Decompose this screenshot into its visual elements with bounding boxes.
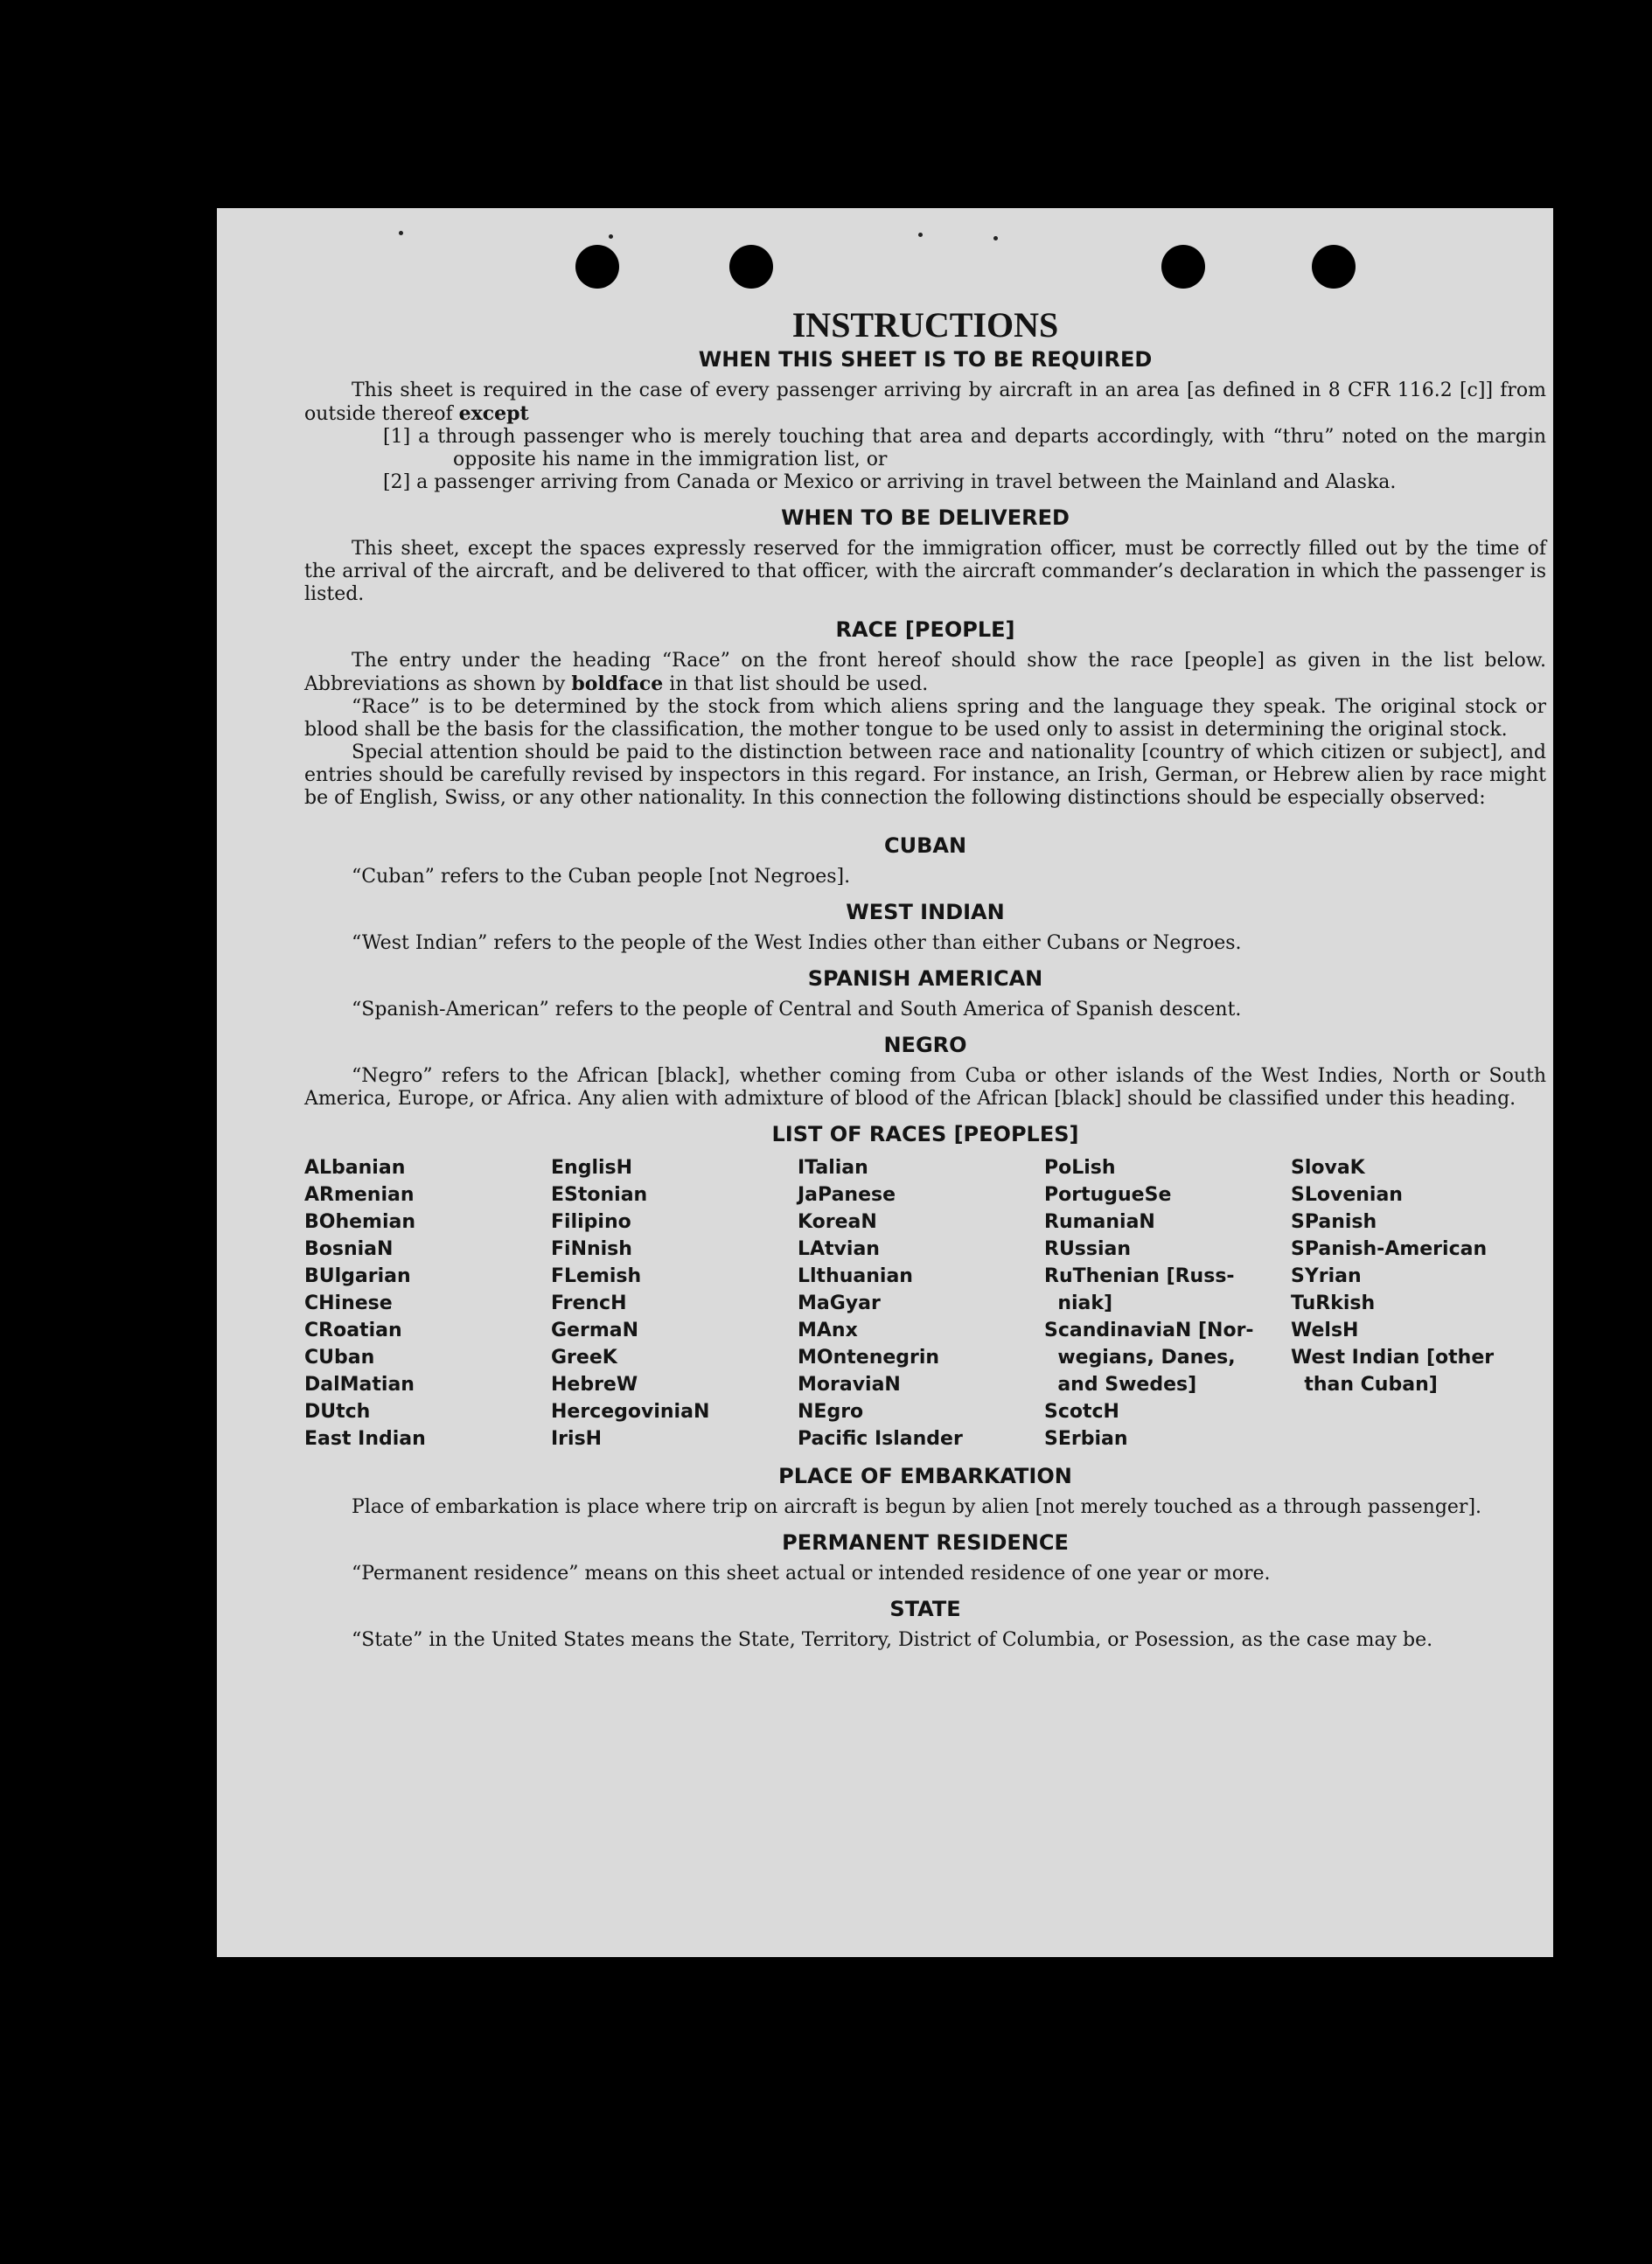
race-entry: WelsH [1291, 1320, 1359, 1341]
race-entry: HebreW [551, 1374, 638, 1396]
race-entry: MOntenegrin [798, 1347, 940, 1369]
west-indian-text: “West Indian” refers to the people of the West Indies other than either Cubans or Negroes. [352, 932, 1242, 954]
race-paragraph-3: Special attention should be paid to the distinction between race and nationality [country of which citizen or subject], and entries should be carefully revised by inspectors in this regard. For instance, an Irish, German, or Hebrew alien by race might be of English, Swiss, or any other nationality. In this connection the following distinctions should be especially observed: [304, 742, 1546, 809]
heading-race: RACE [PEOPLE] [835, 617, 1015, 642]
race-entry: EnglisH [551, 1157, 633, 1179]
when-required-item-2: [2] a passenger arriving from Canada or Mexico or arriving in travel between the Mainland and Alaska. [383, 471, 1397, 493]
race-entry: CUban [304, 1347, 375, 1369]
race-entry: ALbanian [304, 1157, 406, 1179]
race-paragraph-2: “Race” is to be determined by the stock from which aliens spring and the language they speak. The original stock or blood shall be the basis for the classification, the mother tongue to be used only to assist in determining the original stock. [304, 696, 1546, 741]
race-entry: SPanish-American [1291, 1238, 1488, 1260]
race-entry: HercegoviniaN [551, 1401, 710, 1423]
race-entry: LAtvian [798, 1238, 880, 1260]
when-required-intro-text: This sheet is required in the case of every passenger arriving by aircraft in an area [as defined in 8 CFR 116.2 [c]] from outside thereof [304, 380, 1546, 425]
race-entry: SErbian [1044, 1428, 1128, 1450]
race-entry: DUtch [304, 1401, 371, 1423]
race-entry: ITalian [798, 1157, 868, 1179]
race-entry: Pacific Islander [798, 1428, 963, 1450]
race-entry: than Cuban] [1291, 1374, 1438, 1396]
heading-permanent-residence: PERMANENT RESIDENCE [782, 1530, 1069, 1555]
page-title: INSTRUCTIONS [791, 305, 1059, 345]
embarkation-text: Place of embarkation is place where trip on aircraft is begun by alien [not merely touched as a through passenger]. [352, 1496, 1482, 1518]
race-entry: CHinese [304, 1292, 393, 1314]
race-entry: PortugueSe [1044, 1184, 1172, 1206]
paper-speck [609, 234, 613, 239]
paper-speck [918, 233, 923, 237]
races-column [304, 1154, 551, 1452]
race-entry: EStonian [551, 1184, 648, 1206]
heading-when-required: WHEN THIS SHEET IS TO BE REQUIRED [698, 347, 1153, 372]
race-entry: GermaN [551, 1320, 639, 1341]
heading-west-indian: WEST INDIAN [846, 900, 1005, 924]
race-entry: GreeK [551, 1347, 617, 1369]
race-entry: PoLish [1044, 1157, 1116, 1179]
state-text: “State” in the United States means the State, Territory, District of Columbia, or Posession, as the case may be. [352, 1629, 1433, 1651]
negro-text: “Negro” refers to the African [black], whether coming from Cuba or other islands of the West Indies, North or South America, Europe, or Africa. Any alien with admixture of blood of the African [black] should be classified under this heading. [304, 1065, 1546, 1110]
race-entry: West Indian [other [1291, 1347, 1495, 1369]
race-p1-text-b: in that list should be used. [669, 673, 929, 695]
heading-negro: NEGRO [883, 1033, 967, 1057]
races-column [1291, 1154, 1537, 1452]
instructions-content [304, 304, 1546, 1652]
race-entry: East Indian [304, 1428, 426, 1450]
punch-hole [729, 245, 773, 289]
race-paragraph-1 [304, 650, 1546, 696]
cuban-text: “Cuban” refers to the Cuban people [not Negroes]. [352, 866, 851, 888]
race-entry: BUlgarian [304, 1265, 411, 1287]
when-required-item-1: [1] a through passenger who is merely touching that area and departs accordingly, with “thru” noted on the margin opposite his name in the immigration list, or [383, 426, 1546, 470]
race-entry: JaPanese [798, 1184, 896, 1206]
heading-cuban: CUBAN [883, 833, 967, 858]
heading-when-delivered: WHEN TO BE DELIVERED [781, 505, 1070, 530]
race-entry: RUssian [1044, 1238, 1132, 1260]
document-sheet [217, 208, 1553, 1957]
race-entry: FrencH [551, 1292, 627, 1314]
race-entry: ScotcH [1044, 1401, 1119, 1423]
spanish-american-text: “Spanish-American” refers to the people of Central and South America of Spanish descent. [352, 999, 1242, 1021]
race-entry: and Swedes] [1044, 1374, 1197, 1396]
punch-hole [1312, 245, 1356, 289]
punch-hole [1161, 245, 1205, 289]
heading-spanish-american: SPANISH AMERICAN [807, 966, 1043, 991]
race-entry: niak] [1044, 1292, 1113, 1314]
race-p1-text-a: The entry under the heading “Race” on the front hereof should show the race [people] as given in the list below. Abbreviations as shown by [304, 650, 1546, 695]
race-entry: MAnx [798, 1320, 858, 1341]
race-entry: KoreaN [798, 1211, 877, 1233]
punch-hole [575, 245, 619, 289]
race-entry: MaGyar [798, 1292, 881, 1314]
races-column [1044, 1154, 1291, 1452]
race-entry: ARmenian [304, 1184, 415, 1206]
race-entry: SYrian [1291, 1265, 1362, 1287]
paper-speck [399, 231, 403, 235]
heading-list-of-races: LIST OF RACES [PEOPLES] [771, 1122, 1079, 1146]
permanent-residence-text: “Permanent residence” means on this sheet actual or intended residence of one year or more. [352, 1563, 1271, 1585]
race-entry: TuRkish [1291, 1292, 1376, 1314]
race-entry: NEgro [798, 1401, 864, 1423]
race-entry: SPanish [1291, 1211, 1377, 1233]
race-entry: BosniaN [304, 1238, 394, 1260]
race-entry: RumaniaN [1044, 1211, 1155, 1233]
race-entry: Llthuanian [798, 1265, 913, 1287]
when-required-intro [304, 380, 1546, 426]
race-entry: CRoatian [304, 1320, 402, 1341]
race-entry: MoraviaN [798, 1374, 901, 1396]
race-entry: SlovaK [1291, 1157, 1365, 1179]
heading-state: STATE [889, 1597, 961, 1621]
races-list [304, 1154, 1546, 1452]
races-column [551, 1154, 798, 1452]
races-column [798, 1154, 1044, 1452]
race-entry: FiNnish [551, 1238, 632, 1260]
race-entry: ScandinaviaN [Nor- [1044, 1320, 1254, 1341]
heading-embarkation: PLACE OF EMBARKATION [778, 1464, 1072, 1488]
race-entry: wegians, Danes, [1044, 1347, 1236, 1369]
race-entry: IrisH [551, 1428, 603, 1450]
race-entry: FLemish [551, 1265, 642, 1287]
race-entry: Filipino [551, 1211, 631, 1233]
when-required-intro-bold: except [458, 402, 529, 425]
race-entry: RuThenian [Russ- [1044, 1265, 1235, 1287]
race-p1-bold: boldface [571, 672, 664, 695]
when-delivered-text: This sheet, except the spaces expressly reserved for the immigration officer, must be correctly filled out by the time of the arrival of the aircraft, and be delivered to that officer, with the aircraft commander’s declaration in which the passenger is listed. [304, 538, 1546, 605]
paper-speck [993, 236, 998, 240]
race-entry: BOhemian [304, 1211, 416, 1233]
race-entry: SLovenian [1291, 1184, 1403, 1206]
race-entry: DalMatian [304, 1374, 415, 1396]
